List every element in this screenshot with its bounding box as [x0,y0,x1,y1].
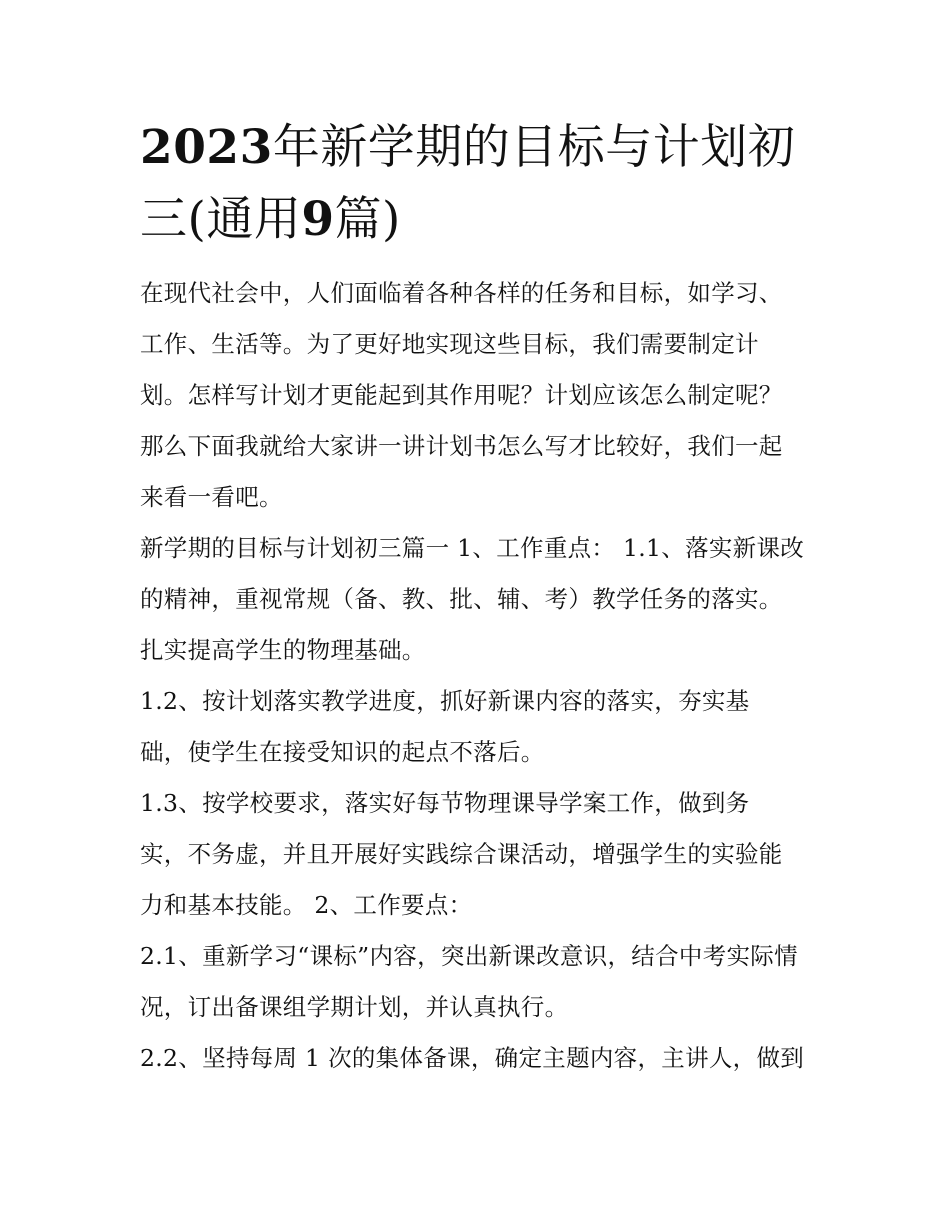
title-year: 2023 [140,120,273,175]
text-line: 1.3、按学校要求，落实好每节物理课导学案工作，做到务 [140,789,750,817]
text-line: 2.1、重新学习“课标”内容，突出新课改意识，结合中考实际情 [140,942,798,970]
paragraph-item-2-2 [140,1033,820,1084]
title-text: 篇) [334,192,401,247]
text-line: 的精神，重视常规（备、教、批、辅、考）教学任务的落实。 [140,585,783,613]
text-line: 实，不务虚，并且开展好实践综合课活动，增强学生的实验能 [140,840,783,868]
text-line: 2.2、坚持每周 1 次的集体备课，确定主题内容，主讲人，做到 [140,1044,805,1072]
document-title [140,112,820,256]
text-line: 在现代社会中，人们面临着各种各样的任务和目标，如学习、 [140,279,783,307]
document-page [140,112,820,1084]
text-line: 况，订出备课组学期计划，并认真执行。 [140,993,569,1021]
title-line-2 [140,184,820,256]
title-text: 三(通用 [140,192,302,247]
paragraph-intro [140,268,820,523]
title-count: 9 [301,192,335,247]
paragraph-section-1 [140,523,820,676]
text-line: 础，使学生在接受知识的起点不落后。 [140,738,545,766]
text-line: 1.2、按计划落实教学进度，抓好新课内容的落实，夯实基 [140,687,750,715]
text-line: 扎实提高学生的物理基础。 [140,636,426,664]
text-line: 来看一看吧。 [140,483,283,511]
paragraph-item-2-1 [140,931,820,1033]
text-line: 力和基本技能。 2、工作要点： [140,891,473,919]
text-line: 划。怎样写计划才更能起到其作用呢？计划应该怎么制定呢？ [140,381,783,409]
text-line: 工作、生活等。为了更好地实现这些目标，我们需要制定计 [140,330,759,358]
text-line: 那么下面我就给大家讲一讲计划书怎么写才比较好，我们一起 [140,432,783,460]
title-text: 年新学期的目标与计划初 [272,120,796,175]
title-line-1 [140,112,820,184]
text-line: 新学期的目标与计划初三篇一 1、工作重点： 1.1、落实新课改 [140,534,805,562]
paragraph-item-1-2 [140,676,820,778]
paragraph-item-1-3 [140,778,820,931]
